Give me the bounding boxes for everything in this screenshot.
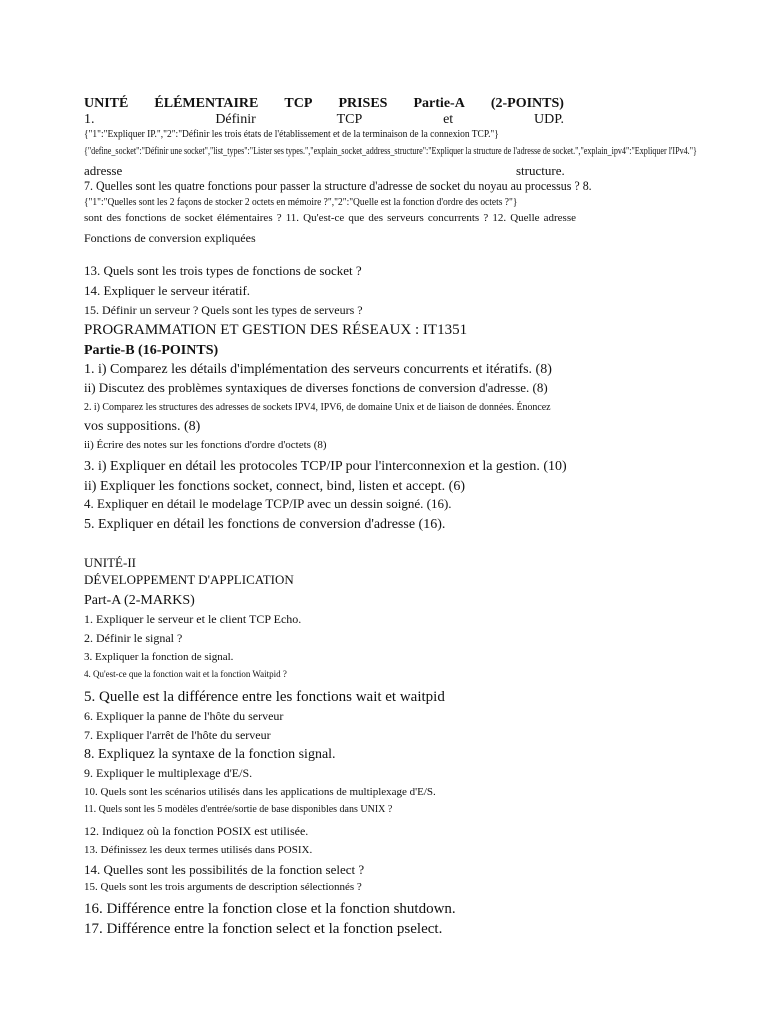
header-word: ÉLÉMENTAIRE [154, 96, 259, 111]
line-word: adresse [543, 212, 576, 224]
line-word: des [106, 212, 122, 224]
json-line-1: {"1":"Expliquer IP.","2":"Définir les trois états de l'établissement et de la terminaison de la connexion TCP."} [84, 128, 499, 140]
json-line-3: {"1":"Quelles sont les 2 façons de stocker 2 octets en mémoire ?","2":"Quelle est la fonction d'ordre des octets ?"} [84, 196, 518, 208]
question-14: 14. Expliquer le serveur itératif. [84, 283, 251, 298]
unit-2-question: 9. Expliquer le multiplexage d'E/S. [84, 766, 253, 780]
unit-2-question: 8. Expliquez la syntaxe de la fonction signal. [84, 747, 336, 762]
header-word: PRISES [338, 96, 388, 111]
course-title: PROGRAMMATION ET GESTION DES RÉSEAUX : IT1351 [84, 322, 468, 338]
question-1-line [84, 112, 564, 127]
part-b-q1-ii: ii) Discutez des problèmes syntaxiques de diverses fonctions de conversion d'adresse. (8) [84, 380, 548, 395]
line-word: ? [276, 212, 282, 224]
line-word: et [443, 112, 454, 127]
conversion-functions-note: Fonctions de conversion expliquées [84, 231, 256, 245]
line-word: des [368, 212, 384, 224]
unit-2-question: 11. Quels sont les 5 modèles d'entrée/sortie de base disponibles dans UNIX ? [84, 804, 393, 815]
line-word: concurrents [427, 212, 480, 224]
line-word: de [170, 212, 181, 224]
unit-2-heading: UNITÉ-II [84, 555, 136, 570]
questions-10-12-line [84, 212, 576, 224]
unit-2-question: 3. Expliquer la fonction de signal. [84, 651, 234, 663]
unit-2-question: 7. Expliquer l'arrêt de l'hôte du serveur [84, 728, 271, 742]
line-word: UDP. [533, 112, 564, 127]
part-b-q2-i: 2. i) Comparez les structures des adresses de sockets IPV4, IPV6, de domaine Unix et de liaison de données. Énoncez [84, 401, 551, 413]
part-b-q5: 5. Expliquer en détail les fonctions de conversion d'adresse (16). [84, 517, 446, 532]
part-b-q1-i: 1. i) Comparez les détails d'implémentation des serveurs concurrents et itératifs. (8) [84, 362, 552, 377]
line-word: socket [184, 212, 213, 224]
json-line-2: {"define_socket":"Définir une socket","list_types":"Lister ses types.","explain_socket_address_structure":"Expliquer la structure de l'adresse de socket.","explain_ipv4":"Expliquer l'IPv4."} [84, 145, 697, 157]
part-b-q3-i: 3. i) Expliquer en détail les protocoles TCP/IP pour l'interconnexion et la gestion. (10) [84, 459, 567, 474]
header-word: TCP [284, 96, 313, 111]
line-word: Définir [215, 112, 256, 127]
line-word: 12. [492, 212, 507, 224]
unit-2-question: 14. Quelles sont les possibilités de la fonction select ? [84, 862, 365, 877]
unit-2-question: 1. Expliquer le serveur et le client TCP Echo. [84, 612, 302, 626]
unit-2-question: 13. Définissez les deux termes utilisés dans POSIX. [84, 844, 313, 856]
unit-2-question: 15. Quels sont les trois arguments de description sélectionnés ? [84, 881, 362, 893]
line-word: sont [84, 212, 103, 224]
line-word: TCP [336, 112, 363, 127]
line-word: serveurs [387, 212, 424, 224]
adresse-word: adresse [84, 163, 123, 178]
part-b-q2-i-cont: vos suppositions. (8) [84, 419, 201, 434]
part-b-title: Partie-B (16-POINTS) [84, 343, 219, 358]
question-13: 13. Quels sont les trois types de fonctions de socket ? [84, 263, 362, 278]
unit-2-question: 5. Quelle est la différence entre les fonctions wait et waitpid [84, 689, 445, 705]
unit-2-question: 17. Différence entre la fonction select et la fonction pselect. [84, 921, 443, 937]
header-word: (2-POINTS) [490, 96, 564, 111]
line-word: 11. [285, 212, 300, 224]
unit-header [84, 96, 564, 111]
structure-word: structure. [516, 163, 565, 178]
line-word: Qu'est-ce [303, 212, 345, 224]
line-word: que [348, 212, 365, 224]
line-word: élémentaires [217, 212, 273, 224]
line-word: 1. [84, 112, 95, 127]
unit-2-question: 16. Différence entre la fonction close et la fonction shutdown. [84, 901, 456, 917]
unit-2-question: 4. Qu'est-ce que la fonction wait et la fonction Waitpid ? [84, 669, 287, 679]
unit-2-question: 12. Indiquez où la fonction POSIX est utilisée. [84, 824, 309, 838]
part-b-q3-ii: ii) Expliquer les fonctions socket, connect, bind, listen et accept. (6) [84, 479, 465, 494]
header-word: Partie-A [413, 96, 465, 111]
unit-2-question: 2. Définir le signal ? [84, 631, 183, 645]
unit-2-title: DÉVELOPPEMENT D'APPLICATION [84, 572, 294, 587]
line-word: ? [483, 212, 489, 224]
line-word: Quelle [510, 212, 540, 224]
part-b-q4: 4. Expliquer en détail le modelage TCP/IP avec un dessin soigné. (16). [84, 496, 452, 511]
header-word: UNITÉ [84, 96, 129, 111]
unit-2-part-a: Part-A (2-MARKS) [84, 593, 195, 608]
part-b-q2-ii: ii) Écrire des notes sur les fonctions d'ordre d'octets (8) [84, 439, 327, 451]
unit-2-question: 6. Expliquer la panne de l'hôte du serveur [84, 709, 284, 723]
question-7: 7. Quelles sont les quatre fonctions pour passer la structure d'adresse de socket du noyau au processus ? 8. [84, 178, 592, 193]
unit-2-question: 10. Quels sont les scénarios utilisés dans les applications de multiplexage d'E/S. [84, 786, 436, 798]
question-15: 15. Définir un serveur ? Quels sont les types de serveurs ? [84, 303, 363, 317]
line-word: fonctions [125, 212, 167, 224]
